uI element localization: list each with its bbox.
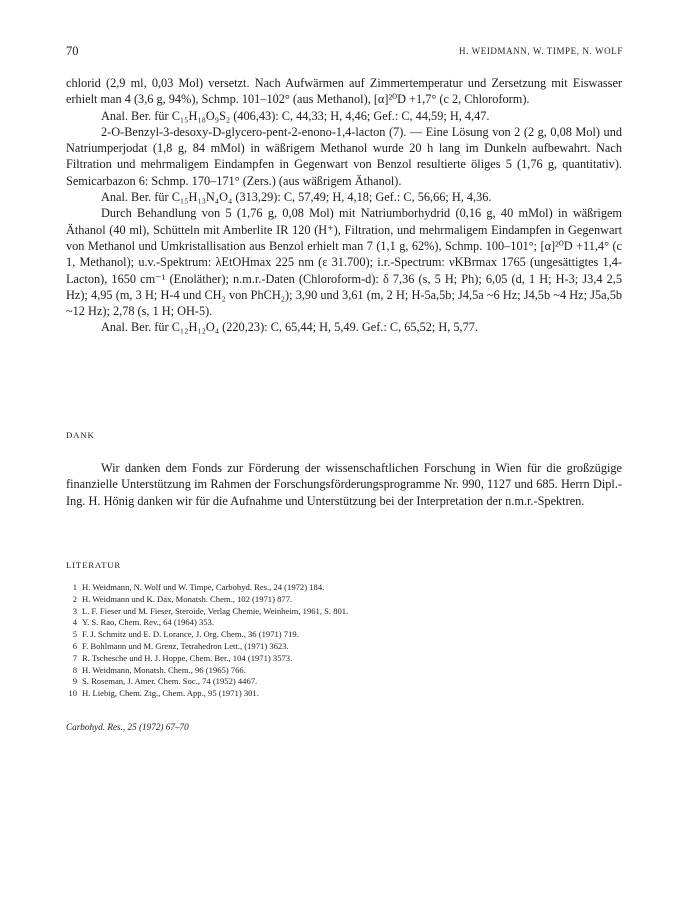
literature-heading: LITERATUR [66, 560, 122, 570]
reference-list [66, 582, 626, 700]
page-header [66, 44, 623, 58]
ack-heading: DANK [66, 430, 95, 440]
paragraph-reduction: Durch Behandlung von 5 (1,76 g, 0,08 Mol) mit Natriumborhydrid (0,16 g, 40 mMol) in wäßrigem Äthanol (40 ml), Schütteln mit Amberlite IR 120 (H⁺), Filtration, und mehrmaligem Eindampfen in Gegenwart von Methanol und Umkristallisation aus Benzol erhielt man 7 (1,1 g, 62%), Schmp. 100–101°; [α]²⁰D +11,4° (c 1, Methanol); u.v.-Spektrum: λEtOHmax 225 nm (ε 31.700); i.r.-Spectrum: νKBrmax 1765 (ungesättigtes 1,4-Lacton), 1650 cm⁻¹ (Enoläther); n.m.r.-Daten (Chloroform-d): δ 7,36 (s, 5 H; Ph); 6,05 (d, 1 H; H-3; J3,4 2,5 Hz); 4,95 (m, 3 H; H-4 und CH₂ von PhCH₂); 3,90 und 3,61 (m, 2 H; H-5a,5b; J4,5a ~6 Hz; J4,5b ~4 Hz; J5a,5b ~12 Hz); 2,78 (s, 1 H; OH-5). [66, 206, 622, 319]
ack-paragraph: Wir danken dem Fonds zur Förderung der wissenschaftlichen Forschung in Wien für die großzügige finanzielle Unterstützung im Rahmen der Forschungsförderungsprogramme Nr. 990, 1127 und 685. Herrn Dipl.-Ing. H. Hönig danken wir für die Aufnahme und Unterstützung bei der Interpretation der n.m.r.-Spektren. [66, 461, 622, 508]
analysis-line-6: Anal. Ber. für C₁₅H₁₃N₄O₄ (313,29): C, 57,49; H, 4,18; Gef.: C, 56,66; H, 4,36. [101, 190, 492, 205]
analysis-line-7: Anal. Ber. für C₁₂H₁₂O₄ (220,23): C, 65,44; H, 5,49. Gef.: C, 65,52; H, 5,77. [101, 320, 478, 335]
paragraph-synthesis-4: chlorid (2,9 ml, 0,03 Mol) versetzt. Nach Aufwärmen auf Zimmertemperatur und Zersetzung mit Eiswasser erhielt man 4 (3,6 g, 94%), Schmp. 101–102° (aus Methanol), [α]²⁰D +1,7° (c 2, Chloroform). [66, 76, 622, 107]
analysis-line-4: Anal. Ber. für C₁₅H₁₈O₉S₂ (406,43): C, 44,33; H, 4,46; Gef.: C, 44,59; H, 4,47. [101, 108, 490, 123]
running-head: H. WEIDMANN, W. TIMPE, N. WOLF [458, 46, 623, 56]
reference-item: 3 L. F. Fieser und M. Fieser, Steroide, Verlag Chemie, Weinheim, 1961, S. 801. [72, 605, 349, 616]
journal-citation: Carbohyd. Res., 25 (1972) 67–70 [66, 722, 189, 732]
reference-item: 8 H. Weidmann, Monatsh. Chem., 96 (1965) 766. [72, 664, 246, 675]
paragraph-lactone-7: 2-O-Benzyl-3-desoxy-D-glycero-pent-2-enono-1,4-lacton (7). — Eine Lösung von 2 (2 g, 0,08 Mol) und Natriumperjodat (1,8 g, 84 mMol) in wäßrigem Methanol wurde 20 h lang im Dunkeln aufbewahrt. Nach Filtration und mehrmaligem Eindampfen in Gegenwart von Benzol resultierte öliges 5 (1,76 g, quantitativ). Semicarbazon 6: Schmp. 170–171° (Zers.) (aus wäßrigem Äthanol). [66, 124, 622, 188]
reference-item: 1 H. Weidmann, N. Wolf und W. Timpe, Carbohyd. Res., 24 (1972) 184. [72, 582, 325, 592]
reference-item: 2 H. Weidmann und K. Dax, Monatsh. Chem., 102 (1971) 877. [72, 593, 293, 604]
experimental-section [66, 75, 622, 336]
page-number: 70 [66, 44, 79, 58]
reference-item: 5 F. J. Schmitz und E. D. Lorance, J. Org. Chem., 36 (1971) 719. [72, 629, 299, 640]
reference-item: 10 H. Liebig, Chem. Ztg., Chem. App., 95 (1971) 301. [68, 688, 259, 699]
reference-item: 6 F. Bohlmann und M. Grenz, Tetrahedron Lett., (1971) 3623. [72, 640, 289, 651]
reference-item: 7 R. Tschesche und H. J. Hoppe, Chem. Ber., 104 (1971) 3573. [72, 652, 293, 663]
reference-item: 9 S. Roseman, J. Amer. Chem. Soc., 74 (1952) 4467. [72, 676, 258, 687]
reference-item: 4 Y. S. Rao, Chem. Rev., 64 (1964) 353. [72, 617, 215, 628]
